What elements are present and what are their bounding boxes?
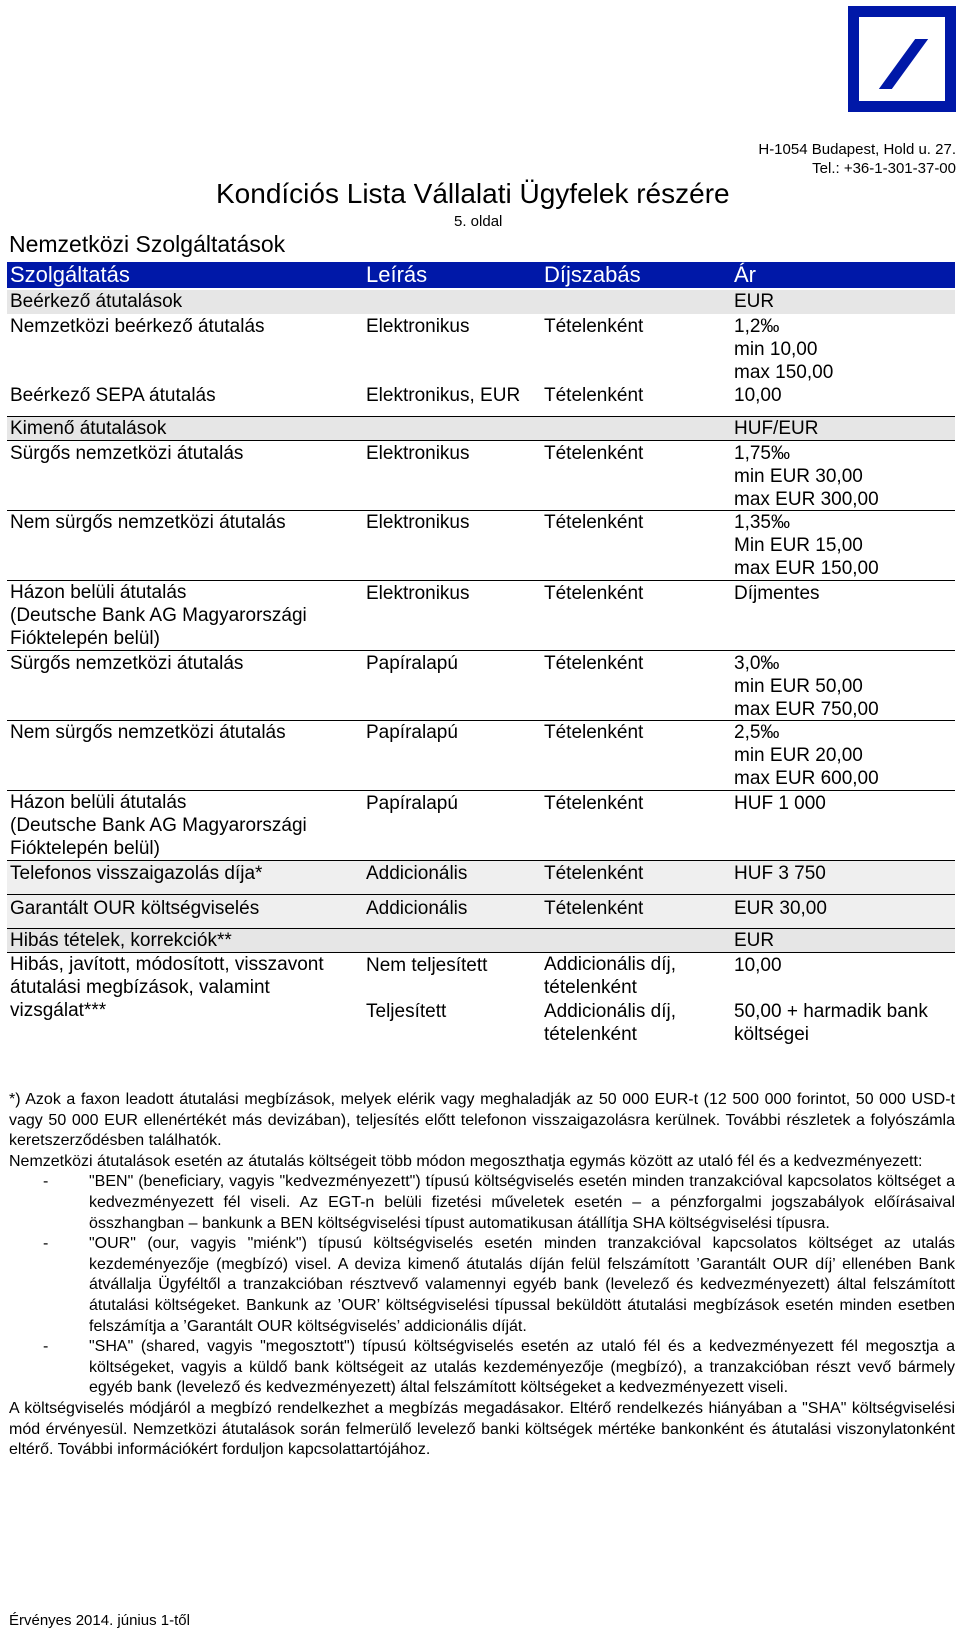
pricing-cell: Addicionális díj, <box>544 1001 677 1022</box>
closing-text: A költségviselés módjáról a megbízó rendelkezhet a megbízás megadásakor. Eltérő rendelkezés hiányában a "SHA" költségviselési mód érvényesül. Nemzetközi átutalások során felmerülő levelező banki költségek mértéke bankonként és átutalási viszonylatonként eltérő. További információkért forduljon kapcsolattartójához. <box>9 1399 955 1459</box>
service-cell: Beérkező SEPA átutalás <box>10 385 216 406</box>
service-cell-line3: Fióktelepén belül) <box>10 628 160 649</box>
pricing-cell-line2: tételenként <box>544 1024 637 1045</box>
description-cell: Papíralapú <box>366 722 458 743</box>
pricing-cell: Tételenként <box>544 583 644 604</box>
description-cell: Nem teljesített <box>366 955 488 976</box>
pricing-cell: Addicionális díj, <box>544 954 677 975</box>
price-cell: 3,0‰ <box>734 653 780 674</box>
service-cell-line2: (Deutsche Bank AG Magyarországi <box>10 605 307 626</box>
table-header <box>7 262 955 288</box>
ben-text: "BEN" (beneficiary, vagyis "kedvezményezett") típusú költségviselés esetén minden tranzakcióval kapcsolatos költséget a kedvezményezett fél viseli. Az EGT-n belüli fizetési műveletek esetén – a pénzforgalmi jogszabályok előírásaival összhangban – bankunk a BEN költségviselési típust automatikusan átállítja SHA költségviselési típusra. <box>89 1173 955 1232</box>
table-row <box>7 894 955 928</box>
table-row <box>7 650 955 720</box>
price-cell: 2,5‰ <box>734 722 780 743</box>
table-row <box>7 314 955 384</box>
service-cell-line2: átutalási megbízások, valamint <box>10 977 270 998</box>
price-cell: 10,00 <box>734 955 782 976</box>
logo-slash-icon <box>879 39 928 89</box>
price-cell: HUF 1 000 <box>734 793 826 814</box>
category-label: Beérkező átutalások <box>10 291 183 312</box>
pricing-cell: Tételenként <box>544 653 644 674</box>
price-cell: 1,75‰ <box>734 443 790 464</box>
price-min: Min EUR 15,00 <box>734 535 863 556</box>
price-cell-line2: költségei <box>734 1024 809 1045</box>
pricing-cell: Tételenként <box>544 512 644 533</box>
price-cell: 1,2‰ <box>734 316 780 337</box>
pricing-cell: Tételenként <box>544 898 644 919</box>
table-row <box>7 384 955 416</box>
price-max: max 150,00 <box>734 362 834 383</box>
service-cell: Garantált OUR költségviselés <box>10 898 260 919</box>
our-text: "OUR" (our, vagyis "miénk") típusú költségviselés esetén minden tranzakcióval kapcsolatos költséget az utalás kezdeményezője (megbízó) visel. A deviza kimenő átutalás díján felül felszámított ’Garantált OUR díj’ ellenében Bank átvállalja Ügyféltől a tranzakcióban résztvevő valamennyi egyéb bank (levelező és kedvezményezett) által felszámított átutalási költségeket. Bankunk az ’OUR’ költségviselési típussal beküldött átutalási megbízások esetén minden esetben felszámítja a ’Garantált OUR költségviselés’ addicionális díját. <box>89 1235 955 1335</box>
list-item <box>9 1172 955 1234</box>
service-cell-line3: Fióktelepén belül) <box>10 838 160 859</box>
price-cell: Díjmentes <box>734 583 820 604</box>
price-cell: 1,35‰ <box>734 512 790 533</box>
description-cell: Elektronikus <box>366 512 470 533</box>
table-row <box>7 580 955 650</box>
service-cell-line3: vizsgálat*** <box>10 1000 107 1021</box>
service-cell: Telefonos visszaigazolás díja* <box>10 863 263 884</box>
col-header-pricing: Díjszabás <box>544 262 641 287</box>
description-cell: Addicionális <box>366 863 468 884</box>
col-header-service: Szolgáltatás <box>10 262 130 287</box>
description-cell: Papíralapú <box>366 793 458 814</box>
category-currency: EUR <box>734 291 775 312</box>
service-cell-line2: (Deutsche Bank AG Magyarországi <box>10 815 307 836</box>
service-cell: Nem sürgős nemzetközi átutalás <box>10 722 286 743</box>
service-cell: Házon belüli átutalás <box>10 582 187 603</box>
description-cell: Elektronikus, EUR <box>366 385 521 406</box>
bullet-dash: - <box>43 1173 49 1191</box>
category-row-incoming <box>7 290 955 314</box>
category-label: Kimenő átutalások <box>10 418 167 439</box>
page-number: 5. oldal <box>454 213 503 230</box>
deutsche-bank-logo <box>848 6 956 112</box>
price-cell: HUF 3 750 <box>734 863 826 884</box>
price-min: min 10,00 <box>734 339 818 360</box>
price-cell: 10,00 <box>734 385 782 406</box>
description-cell: Teljesített <box>366 1001 447 1022</box>
description-cell: Papíralapú <box>366 653 458 674</box>
table-row <box>7 510 955 580</box>
price-cell: EUR 30,00 <box>734 898 827 919</box>
table-row <box>7 790 955 860</box>
conditions-table <box>7 262 955 1048</box>
price-max: max EUR 750,00 <box>734 699 879 720</box>
pricing-cell: Tételenként <box>544 793 644 814</box>
table-row <box>7 440 955 510</box>
phone-line: Tel.: +36-1-301-37-00 <box>812 160 956 177</box>
service-cell: Hibás, javított, módosított, visszavont <box>10 954 324 975</box>
service-cell: Nem sürgős nemzetközi átutalás <box>10 512 286 533</box>
service-cell: Nemzetközi beérkező átutalás <box>10 316 265 337</box>
table-row <box>7 952 955 1048</box>
list-item <box>9 1234 955 1337</box>
category-currency: EUR <box>734 930 775 951</box>
price-min: min EUR 50,00 <box>734 676 863 697</box>
notes-section <box>9 1090 955 1461</box>
pricing-cell: Tételenként <box>544 316 644 337</box>
price-max: max EUR 150,00 <box>734 558 879 579</box>
description-cell: Elektronikus <box>366 583 470 604</box>
description-cell: Addicionális <box>366 898 468 919</box>
bullet-dash: - <box>43 1235 49 1253</box>
price-cell: 50,00 + harmadik bank <box>734 1001 928 1022</box>
description-cell: Elektronikus <box>366 316 470 337</box>
pricing-cell: Tételenként <box>544 385 644 406</box>
category-currency: HUF/EUR <box>734 418 819 439</box>
section-title: Nemzetközi Szolgáltatások <box>9 231 286 257</box>
notes-intro: Nemzetközi átutalások esetén az átutalás költségeit több módon megoszthatja egymás között az utaló fél és a kedvezményezett: <box>9 1152 923 1170</box>
service-cell: Sürgős nemzetközi átutalás <box>10 653 244 674</box>
col-header-price: Ár <box>734 262 756 287</box>
price-max: max EUR 300,00 <box>734 489 879 510</box>
sha-text: "SHA" (shared, vagyis "megosztott") típusú költségviselés esetén az utaló fél és a kedvezményezett fél megosztja a költségeket, vagyis a küldő bank költségeit az utalás kezdeményezője (megbízó), a tranzakcióban részt vevő bármely egyéb bank (levelező és kedvezményezett) által felszámított költségeket a kedvezményezett viseli. <box>89 1338 955 1397</box>
address-line: H-1054 Budapest, Hold u. 27. <box>758 141 956 158</box>
category-label: Hibás tételek, korrekciók** <box>10 930 232 951</box>
service-cell: Sürgős nemzetközi átutalás <box>10 443 244 464</box>
service-cell: Házon belüli átutalás <box>10 792 187 813</box>
table-row <box>7 860 955 894</box>
footnote-text: *) Azok a faxon leadott átutalási megbízások, melyek elérik vagy meghaladják az 50 000 EUR-t (12 500 000 forintot, 50 000 USD-t vagy 50 000 EUR ellenértékét más devizában), teljesítés előtt telefonon visszaigazolásra kerülnek. További részletek a folyószámla keretszerződésben találhatók. <box>9 1091 955 1150</box>
category-row-outgoing <box>7 416 955 440</box>
document-title: Kondíciós Lista Vállalati Ügyfelek részére <box>216 178 730 209</box>
bullet-dash: - <box>43 1338 49 1356</box>
price-min: min EUR 30,00 <box>734 466 863 487</box>
pricing-cell-line2: tételenként <box>544 977 637 998</box>
logo-frame <box>859 17 945 101</box>
description-cell: Elektronikus <box>366 443 470 464</box>
col-header-description: Leírás <box>366 262 428 287</box>
pricing-cell: Tételenként <box>544 443 644 464</box>
category-row-errors <box>7 928 955 952</box>
price-min: min EUR 20,00 <box>734 745 863 766</box>
price-max: max EUR 600,00 <box>734 768 879 789</box>
pricing-cell: Tételenként <box>544 863 644 884</box>
list-item <box>9 1337 955 1399</box>
pricing-cell: Tételenként <box>544 722 644 743</box>
validity-date: Érvényes 2014. június 1-től <box>9 1612 190 1629</box>
table-row <box>7 720 955 790</box>
